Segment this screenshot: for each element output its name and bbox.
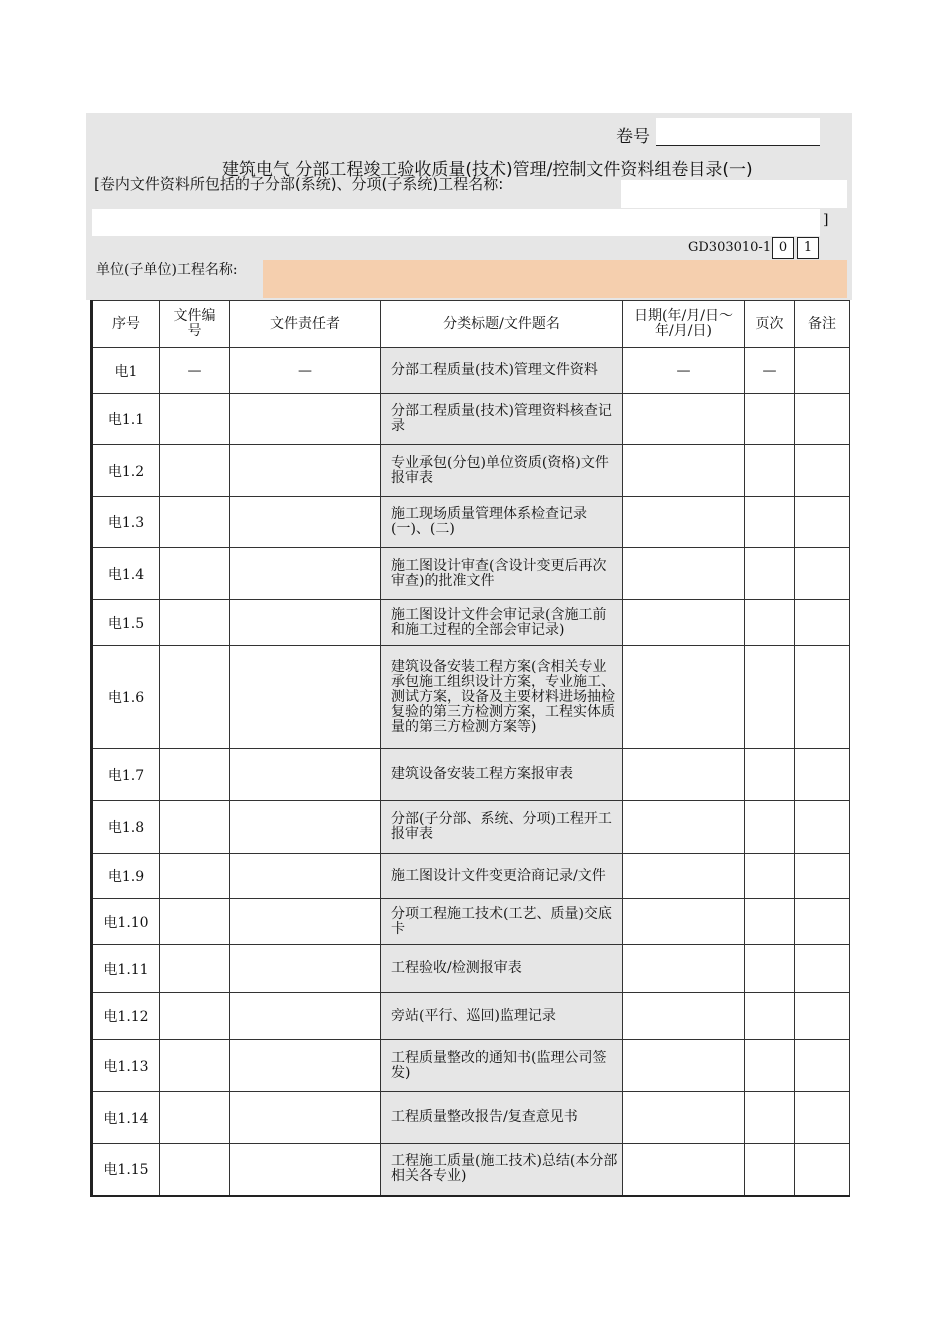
table-header-row — [92, 301, 850, 348]
cell-responsible[interactable] — [230, 993, 381, 1040]
table-row — [92, 646, 850, 749]
cell-date[interactable] — [623, 854, 745, 899]
cell-seq: 电1.2 — [92, 445, 160, 497]
table-row — [92, 945, 850, 993]
cell-note[interactable] — [795, 1092, 850, 1144]
cell-date[interactable] — [623, 899, 745, 945]
cell-date[interactable] — [623, 801, 745, 854]
cell-responsible[interactable] — [230, 394, 381, 445]
cell-page[interactable] — [745, 646, 795, 749]
cell-file-number[interactable] — [160, 548, 230, 600]
cell-date[interactable] — [623, 1144, 745, 1196]
cell-responsible[interactable] — [230, 749, 381, 801]
cell-responsible[interactable] — [230, 548, 381, 600]
cell-note[interactable] — [795, 993, 850, 1040]
table-row — [92, 1040, 850, 1092]
cell-note[interactable] — [795, 1040, 850, 1092]
cell-file-number[interactable] — [160, 394, 230, 445]
table-row — [92, 600, 850, 646]
cell-title: 施工现场质量管理体系检查记录(一)、(二) — [381, 497, 623, 548]
scope-input-field[interactable] — [621, 180, 847, 208]
cell-responsible[interactable] — [230, 854, 381, 899]
cell-date[interactable] — [623, 993, 745, 1040]
cell-page[interactable] — [745, 394, 795, 445]
table-row — [92, 445, 850, 497]
cell-seq: 电1.11 — [92, 945, 160, 993]
table-row — [92, 497, 850, 548]
cell-responsible[interactable]: — — [230, 348, 381, 394]
cell-page[interactable] — [745, 600, 795, 646]
cell-title: 施工图设计文件变更洽商记录/文件 — [381, 854, 623, 899]
cell-date[interactable] — [623, 646, 745, 749]
cell-note[interactable] — [795, 899, 850, 945]
cell-note[interactable] — [795, 945, 850, 993]
cell-page[interactable] — [745, 548, 795, 600]
cell-file-number[interactable] — [160, 497, 230, 548]
cell-file-number[interactable] — [160, 993, 230, 1040]
cell-page[interactable] — [745, 1092, 795, 1144]
cell-file-number[interactable] — [160, 854, 230, 899]
cell-note[interactable] — [795, 497, 850, 548]
table-row — [92, 394, 850, 445]
cell-responsible[interactable] — [230, 899, 381, 945]
cell-page[interactable] — [745, 993, 795, 1040]
scope-label: [卷内文件资料所包括的子分部(系统)、分项(子系统)工程名称: — [94, 175, 504, 193]
cell-note[interactable] — [795, 646, 850, 749]
cell-title: 工程质量整改报告/复查意见书 — [381, 1092, 623, 1144]
cell-file-number[interactable] — [160, 801, 230, 854]
document-title: 建筑电气 分部工程竣工验收质量(技术)管理/控制文件资料组卷目录(一) — [222, 160, 753, 180]
cell-seq: 电1.8 — [92, 801, 160, 854]
cell-responsible[interactable] — [230, 1092, 381, 1144]
volume-label: 卷号 — [616, 127, 650, 147]
table-row — [92, 348, 850, 394]
column-header-title: 分类标题/文件题名 — [381, 301, 623, 348]
cell-date[interactable] — [623, 1092, 745, 1144]
cell-responsible[interactable] — [230, 1040, 381, 1092]
scope-closing-bracket: ] — [823, 212, 829, 228]
document-catalog-table — [90, 300, 850, 1197]
cell-title: 施工图设计文件会审记录(含施工前和施工过程的全部会审记录) — [381, 600, 623, 646]
cell-note[interactable] — [795, 1144, 850, 1196]
cell-date[interactable]: — — [623, 348, 745, 394]
cell-date[interactable] — [623, 548, 745, 600]
form-code-digit-2: 1 — [797, 237, 819, 259]
cell-date[interactable] — [623, 945, 745, 993]
cell-responsible[interactable] — [230, 600, 381, 646]
unit-project-label: 单位(子单位)工程名称: — [96, 262, 238, 278]
cell-responsible[interactable] — [230, 445, 381, 497]
column-header-page: 页次 — [745, 301, 795, 348]
cell-title: 分部(子分部、系统、分项)工程开工报审表 — [381, 801, 623, 854]
cell-seq: 电1.15 — [92, 1144, 160, 1196]
column-header-note: 备注 — [795, 301, 850, 348]
cell-responsible[interactable] — [230, 801, 381, 854]
cell-title: 分部工程质量(技术)管理资料核查记录 — [381, 394, 623, 445]
cell-file-number[interactable] — [160, 445, 230, 497]
cell-title: 专业承包(分包)单位资质(资格)文件报审表 — [381, 445, 623, 497]
cell-page[interactable] — [745, 945, 795, 993]
cell-title: 分部工程质量(技术)管理文件资料 — [381, 348, 623, 394]
cell-seq: 电1.14 — [92, 1092, 160, 1144]
cell-page[interactable] — [745, 801, 795, 854]
cell-file-number[interactable] — [160, 1040, 230, 1092]
cell-page[interactable] — [745, 899, 795, 945]
cell-title: 建筑设备安装工程方案报审表 — [381, 749, 623, 801]
form-code: GD303010-1 — [688, 240, 772, 255]
cell-page[interactable]: — — [745, 348, 795, 394]
cell-page[interactable] — [745, 497, 795, 548]
cell-date[interactable] — [623, 600, 745, 646]
cell-note[interactable] — [795, 854, 850, 899]
cell-seq: 电1 — [92, 348, 160, 394]
cell-seq: 电1.9 — [92, 854, 160, 899]
cell-date[interactable] — [623, 1040, 745, 1092]
cell-title: 工程施工质量(施工技术)总结(本分部相关各专业) — [381, 1144, 623, 1196]
table-row — [92, 899, 850, 945]
column-header-responsible: 文件责任者 — [230, 301, 381, 348]
cell-title: 工程验收/检测报审表 — [381, 945, 623, 993]
cell-responsible[interactable] — [230, 945, 381, 993]
cell-file-number[interactable] — [160, 600, 230, 646]
cell-file-number[interactable]: — — [160, 348, 230, 394]
table-row — [92, 993, 850, 1040]
cell-note[interactable] — [795, 445, 850, 497]
cell-seq: 电1.7 — [92, 749, 160, 801]
volume-number-field[interactable] — [656, 118, 820, 146]
cell-page[interactable] — [745, 445, 795, 497]
cell-page[interactable] — [745, 1040, 795, 1092]
cell-seq: 电1.6 — [92, 646, 160, 749]
cell-date[interactable] — [623, 749, 745, 801]
cell-seq: 电1.10 — [92, 899, 160, 945]
cell-file-number[interactable] — [160, 1092, 230, 1144]
cell-date[interactable] — [623, 394, 745, 445]
cell-responsible[interactable] — [230, 646, 381, 749]
cell-seq: 电1.4 — [92, 548, 160, 600]
cell-title: 分项工程施工技术(工艺、质量)交底卡 — [381, 899, 623, 945]
cell-seq: 电1.12 — [92, 993, 160, 1040]
cell-note[interactable] — [795, 801, 850, 854]
column-header-file-number: 文件编号 — [160, 301, 230, 348]
cell-note[interactable] — [795, 548, 850, 600]
cell-title: 建筑设备安装工程方案(含相关专业承包施工组织设计方案，专业施工、测试方案，设备及主要材料进场抽检复验的第三方检测方案，工程实体质量的第三方检测方案等) — [381, 646, 623, 749]
cell-title: 旁站(平行、巡回)监理记录 — [381, 993, 623, 1040]
scope-input-field-continuation[interactable] — [92, 209, 820, 236]
cell-note[interactable] — [795, 394, 850, 445]
cell-responsible[interactable] — [230, 497, 381, 548]
cell-seq: 电1.3 — [92, 497, 160, 548]
cell-page[interactable] — [745, 749, 795, 801]
table-row — [92, 749, 850, 801]
table-row — [92, 801, 850, 854]
cell-file-number[interactable] — [160, 899, 230, 945]
column-header-date: 日期(年/月/日～年/月/日) — [623, 301, 745, 348]
cell-page[interactable] — [745, 854, 795, 899]
cell-responsible[interactable] — [230, 1144, 381, 1196]
cell-file-number[interactable] — [160, 749, 230, 801]
cell-seq: 电1.13 — [92, 1040, 160, 1092]
cell-seq: 电1.5 — [92, 600, 160, 646]
cell-date[interactable] — [623, 445, 745, 497]
table-row — [92, 1092, 850, 1144]
table-row — [92, 854, 850, 899]
form-code-digit-1: 0 — [772, 237, 794, 259]
cell-title: 工程质量整改的通知书(监理公司签发) — [381, 1040, 623, 1092]
cell-seq: 电1.1 — [92, 394, 160, 445]
cell-date[interactable] — [623, 497, 745, 548]
cell-file-number[interactable] — [160, 1144, 230, 1196]
cell-note[interactable] — [795, 600, 850, 646]
unit-project-name-field[interactable] — [263, 260, 847, 298]
cell-page[interactable] — [745, 1144, 795, 1196]
cell-file-number[interactable] — [160, 646, 230, 749]
column-header-seq: 序号 — [92, 301, 160, 348]
table-row — [92, 1144, 850, 1196]
table-row — [92, 548, 850, 600]
cell-note[interactable] — [795, 348, 850, 394]
cell-file-number[interactable] — [160, 945, 230, 993]
cell-note[interactable] — [795, 749, 850, 801]
cell-title: 施工图设计审查(含设计变更后再次审查)的批准文件 — [381, 548, 623, 600]
